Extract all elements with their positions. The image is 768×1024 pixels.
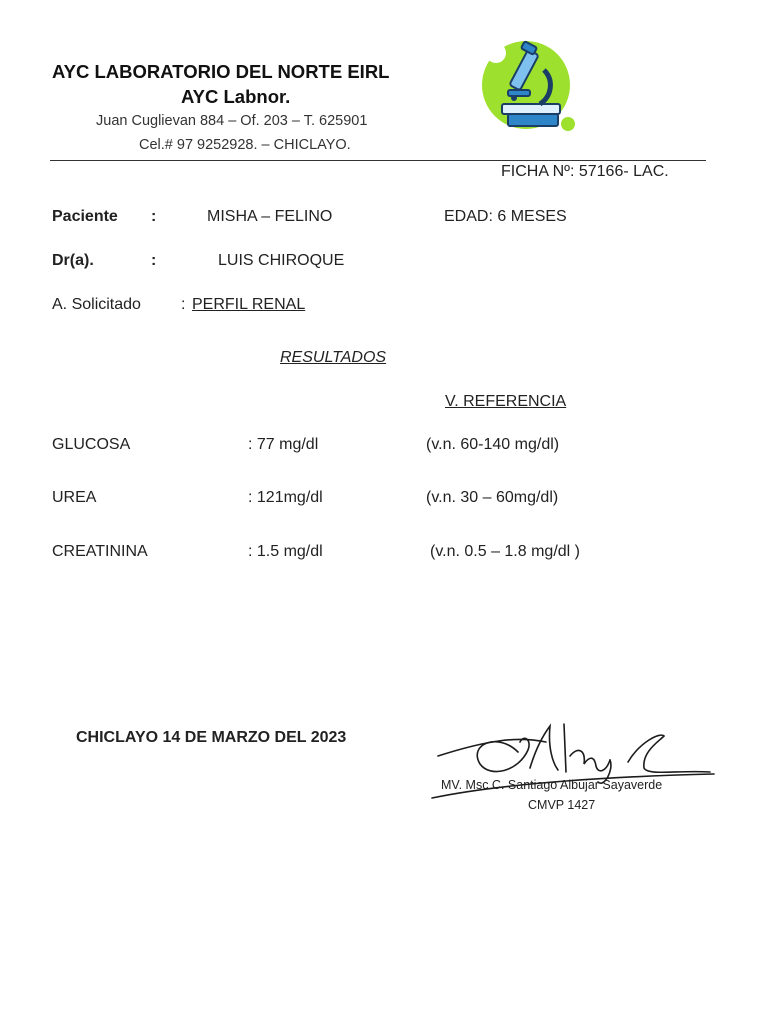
solicitado-value: PERFIL RENAL [192,296,306,313]
result-name: CREATININA [52,543,148,560]
paciente-value: MISHA – FELINO [207,208,333,225]
doctor-colon: : [151,252,157,269]
patient-age: EDAD: 6 MESES [444,208,567,225]
result-reference: (v.n. 0.5 – 1.8 mg/dl ) [430,543,580,560]
doctor-label: Dr(a). [52,252,94,269]
lab-name: AYC LABORATORIO DEL NORTE EIRL [52,61,390,82]
reference-header: V. REFERENCIA [445,393,567,410]
paciente-colon: : [151,208,157,225]
result-name: UREA [52,489,97,506]
microscope-icon [478,40,578,134]
ficha-number: FICHA Nº: 57166- LAC. [501,163,669,180]
paciente-label: Paciente [52,208,118,225]
solicitado-colon: : [181,296,186,313]
lab-phone-city: Cel.# 97 9252928. – CHICLAYO. [139,137,351,153]
result-value: : 121mg/dl [248,489,323,506]
results-title: RESULTADOS [280,349,387,366]
result-name: GLUCOSA [52,436,131,453]
solicitado-label: A. Solicitado [52,296,141,313]
header-divider [50,160,706,161]
result-value: : 1.5 mg/dl [248,543,323,560]
signer-name: MV. Msc C. Santiago Albujar Sayaverde [441,778,663,792]
result-reference: (v.n. 60-140 mg/dl) [426,436,560,453]
lab-address: Juan Cuglievan 884 – Of. 203 – T. 625901 [96,113,368,129]
report-date: CHICLAYO 14 DE MARZO DEL 2023 [76,729,347,746]
lab-logo [478,40,578,134]
result-value: : 77 mg/dl [248,436,319,453]
signer-license: CMVP 1427 [528,798,596,812]
doctor-value: LUIS CHIROQUE [218,252,345,269]
lab-short-name: AYC Labnor. [181,86,291,107]
result-reference: (v.n. 30 – 60mg/dl) [426,489,559,506]
